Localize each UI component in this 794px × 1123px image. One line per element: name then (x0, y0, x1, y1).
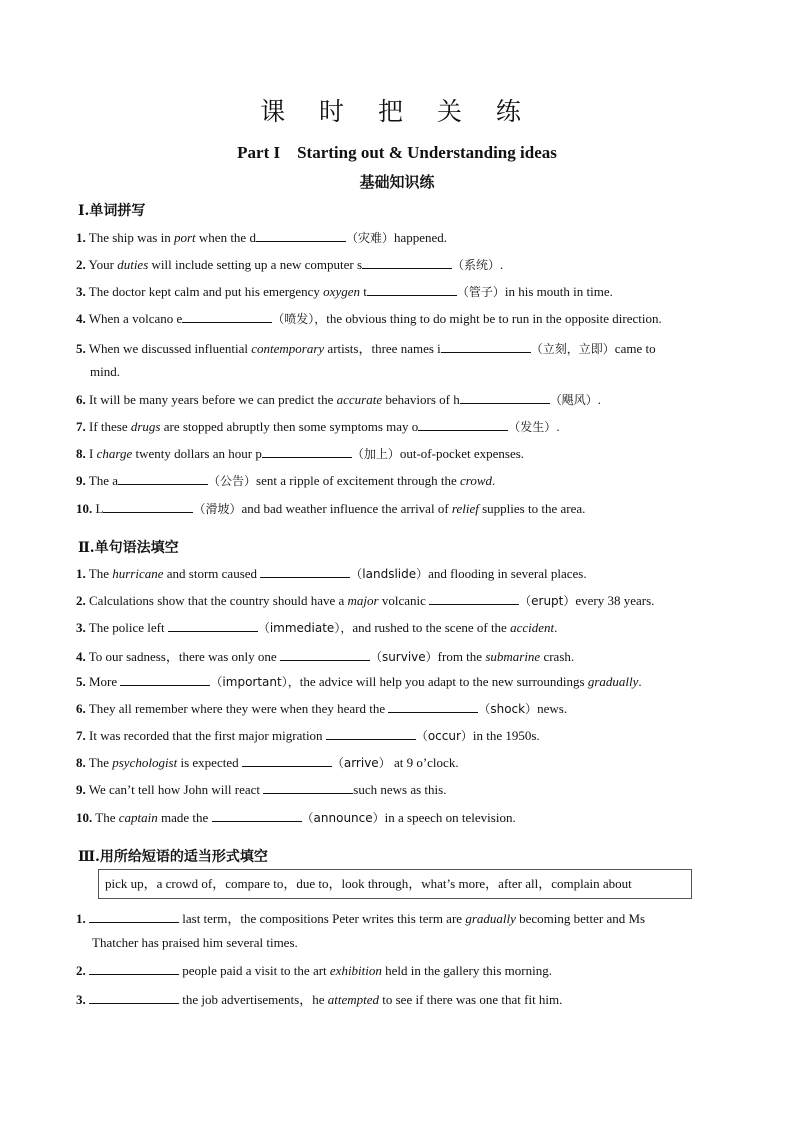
item-number: 3. (76, 284, 86, 299)
item-text: . (554, 620, 558, 635)
item-italic: hurricane (112, 566, 164, 581)
item-text: made the (157, 810, 212, 825)
section-1-heading: Ⅰ.单词拼写 (78, 203, 146, 219)
hint-cue: （系统） (452, 258, 501, 272)
item-text: To our sadness，there was only one (88, 649, 280, 664)
item-italic: oxygen (323, 284, 360, 299)
answer-blank[interactable] (182, 310, 272, 323)
hint-cue: （announce） (301, 811, 385, 825)
answer-blank[interactable] (367, 283, 457, 296)
answer-blank[interactable] (326, 727, 416, 740)
item-text: t (359, 284, 367, 299)
item-text: More (89, 674, 121, 689)
item-number: 6. (76, 701, 86, 716)
list-item (76, 619, 720, 636)
item-italic: captain (118, 810, 158, 825)
list-item (76, 781, 720, 798)
hint-cue: （occur） (415, 729, 473, 743)
answer-blank[interactable] (441, 340, 531, 353)
item-italic: accident (510, 620, 555, 635)
answer-blank[interactable] (362, 256, 452, 269)
item-number: 1. (76, 230, 86, 245)
list-item (76, 809, 720, 826)
item-text: in the 1950s. (472, 728, 540, 743)
item-text: to see if there was one that fit him. (379, 992, 563, 1007)
item-italic: duties (117, 257, 149, 272)
hint-cue: （landslide） (350, 567, 429, 581)
answer-blank[interactable] (388, 700, 478, 713)
item-text: people paid a visit to the art (179, 963, 330, 978)
answer-blank[interactable] (263, 781, 353, 794)
hint-cue: （important）， (210, 675, 300, 689)
item-text: held in the gallery this morning. (381, 963, 552, 978)
item-text: The doctor kept calm and put his emergency (88, 284, 324, 299)
item-number: 7. (76, 728, 86, 743)
answer-blank[interactable] (89, 991, 179, 1004)
item-text: came to (614, 341, 656, 356)
item-text: news. (537, 701, 568, 716)
answer-blank[interactable] (418, 418, 508, 431)
hint-cue: （灾难） (345, 231, 394, 245)
item-text: It was recorded that the first major migration (89, 728, 326, 743)
item-number: 4. (76, 311, 86, 326)
item-italic: crowd (459, 473, 493, 488)
list-item (76, 646, 720, 665)
item-number: 10. (76, 810, 93, 825)
item-number: 9. (76, 473, 86, 488)
item-text: and rushed to the scene of the (352, 620, 511, 635)
item-text: when the d (195, 230, 256, 245)
item-text: the obvious thing to do might be to run in the opposite direction. (326, 311, 662, 326)
hint-cue: （erupt） (519, 594, 576, 608)
hint-cue: （管子） (456, 285, 505, 299)
list-item (76, 500, 720, 517)
item-number: 2. (76, 593, 86, 608)
item-italic: gradually (587, 674, 639, 689)
item-italic: attempted (327, 992, 380, 1007)
list-item (76, 310, 720, 327)
item-number: 1. (76, 566, 86, 581)
item-italic: submarine (485, 649, 541, 664)
s3-item-2 (76, 962, 720, 979)
hint-cue: （加上） (351, 447, 400, 461)
item-text: sent a ripple of excitement through the (256, 473, 460, 488)
answer-blank[interactable] (89, 962, 179, 975)
item-number: 2. (76, 963, 86, 978)
item-text: in a speech on television. (384, 810, 516, 825)
item-text: The (95, 810, 119, 825)
item-italic: contemporary (251, 341, 325, 356)
item-text: Your (88, 257, 118, 272)
item-text: volcanic (378, 593, 430, 608)
item-text: They all remember where they were when they heard the (88, 701, 389, 716)
item-number: 4. (76, 649, 86, 664)
list-item (76, 592, 720, 609)
item-text: becoming better and Ms (515, 911, 646, 926)
item-text: the advice will help you adapt to the new surroundings (299, 674, 588, 689)
list-item (76, 472, 720, 489)
item-text: and bad weather influence the arrival of (241, 501, 452, 516)
list-item (76, 391, 720, 408)
item-text: . (556, 419, 560, 434)
answer-blank[interactable] (168, 619, 258, 632)
item-text: The ship was in (88, 230, 174, 245)
item-text: It will be many years before we can predict the (89, 392, 337, 407)
item-italic: gradually (465, 911, 516, 926)
item-text: is expected (177, 755, 242, 770)
hint-cue: （arrive） (331, 756, 391, 770)
item-text: The a (88, 473, 118, 488)
item-text: The (88, 755, 113, 770)
item-text: The police left (88, 620, 168, 635)
item-number: 2. (76, 257, 86, 272)
list-item (76, 700, 720, 717)
hint-cue: （飓风） (549, 393, 598, 407)
item-text: The (88, 566, 113, 581)
answer-blank[interactable] (242, 754, 332, 767)
item-text: When a volcano e (88, 311, 183, 326)
answer-blank[interactable] (429, 592, 519, 605)
item-number: 8. (76, 755, 86, 770)
list-item (76, 445, 720, 462)
list-item (76, 256, 720, 273)
item-text: such news as this. (353, 782, 447, 797)
item-number: 9. (76, 782, 86, 797)
item-text: . (500, 257, 504, 272)
item-number: 1. (76, 911, 86, 926)
answer-blank[interactable] (118, 472, 208, 485)
item-text: the job advertisements，he (179, 992, 328, 1007)
answer-blank[interactable] (260, 565, 350, 578)
item-italic: accurate (336, 392, 383, 407)
item-number: 5. (76, 341, 86, 356)
item-text: . (638, 674, 642, 689)
item-text: If these (89, 419, 131, 434)
hint-cue: （立刻，立即） (530, 342, 615, 356)
item-text: out-of-pocket expenses. (399, 446, 525, 461)
hint-cue: （喷发）， (272, 312, 327, 326)
item-text: I (89, 446, 97, 461)
item-number: 10. (76, 501, 93, 516)
item-text: crash. (540, 649, 575, 664)
list-item (76, 727, 720, 744)
hint-cue: （滑坡） (193, 502, 242, 516)
item-number: 7. (76, 419, 86, 434)
item-number: 3. (76, 620, 86, 635)
list-item (76, 673, 720, 690)
list-item (76, 338, 720, 357)
item-text: every 38 years. (575, 593, 655, 608)
item-italic: exhibition (329, 963, 382, 978)
list-item (76, 283, 720, 300)
item-number: 5. (76, 674, 86, 689)
list-item (76, 418, 720, 435)
part-heading: Part I Starting out & Understanding ideas (237, 143, 557, 162)
s3-item-1 (76, 908, 720, 927)
item-text: and storm caused (163, 566, 261, 581)
item-text: supplies to the area. (478, 501, 586, 516)
answer-blank[interactable] (262, 445, 352, 458)
item-number: 6. (76, 392, 86, 407)
item-italic: drugs (130, 419, 161, 434)
s3-item-3 (76, 989, 720, 1008)
item-text: are stopped abruptly then some symptoms may o (160, 419, 419, 434)
item-italic: port (173, 230, 196, 245)
hint-cue: （发生） (508, 420, 557, 434)
item-italic: charge (96, 446, 133, 461)
answer-blank[interactable] (120, 673, 210, 686)
list-item (76, 565, 720, 582)
item-text: in his mouth in time. (504, 284, 613, 299)
list-item (76, 229, 720, 246)
hint-cue: （shock） (478, 702, 538, 716)
item-text: When we discussed influential (88, 341, 252, 356)
answer-blank[interactable] (103, 500, 193, 513)
answer-blank[interactable] (212, 809, 302, 822)
item-italic: psychologist (112, 755, 178, 770)
item-text: We can’t tell how John will react (88, 782, 264, 797)
item-text: . (597, 392, 601, 407)
item-number: 3. (76, 992, 86, 1007)
answer-blank[interactable] (256, 229, 346, 242)
answer-blank[interactable] (280, 648, 370, 661)
item-text: . (492, 473, 496, 488)
item-text: at 9 o’clock. (390, 755, 459, 770)
section-2-heading: Ⅱ.单句语法填空 (78, 540, 179, 556)
item-continuation: mind. (90, 364, 120, 379)
hint-cue: （immediate）， (257, 621, 353, 635)
page-title: 课 时 把 关 练 (260, 97, 534, 126)
item-italic: major (347, 593, 379, 608)
answer-blank[interactable] (460, 391, 550, 404)
item-text: Calculations show that the country should have a (89, 593, 348, 608)
list-item (76, 754, 720, 771)
section-3-heading: Ⅲ.用所给短语的适当形式填空 (78, 849, 268, 865)
hint-cue: （survive） (369, 650, 438, 664)
item-text: behaviors of h (382, 392, 460, 407)
answer-blank[interactable] (89, 910, 179, 923)
item-text: artists，three names i (324, 341, 441, 356)
item-number: 8. (76, 446, 86, 461)
section-subtitle: 基础知识练 (359, 173, 435, 191)
item-text: happened. (393, 230, 448, 245)
hint-cue: （公告） (208, 474, 257, 488)
item-text: and flooding in several places. (428, 566, 587, 581)
phrase-box: pick up，a crowd of，compare to，due to，look through，what’s more，after all，complain about (98, 869, 692, 899)
item-text: twenty dollars an hour p (132, 446, 262, 461)
item-text: from the (437, 649, 486, 664)
item-text: last term，the compositions Peter writes this term are (179, 911, 466, 926)
item-text: L (95, 501, 104, 516)
item-text: will include setting up a new computer s (148, 257, 362, 272)
s3-item-1-cont: Thatcher has praised him several times. (92, 935, 298, 950)
item-italic: relief (451, 501, 479, 516)
